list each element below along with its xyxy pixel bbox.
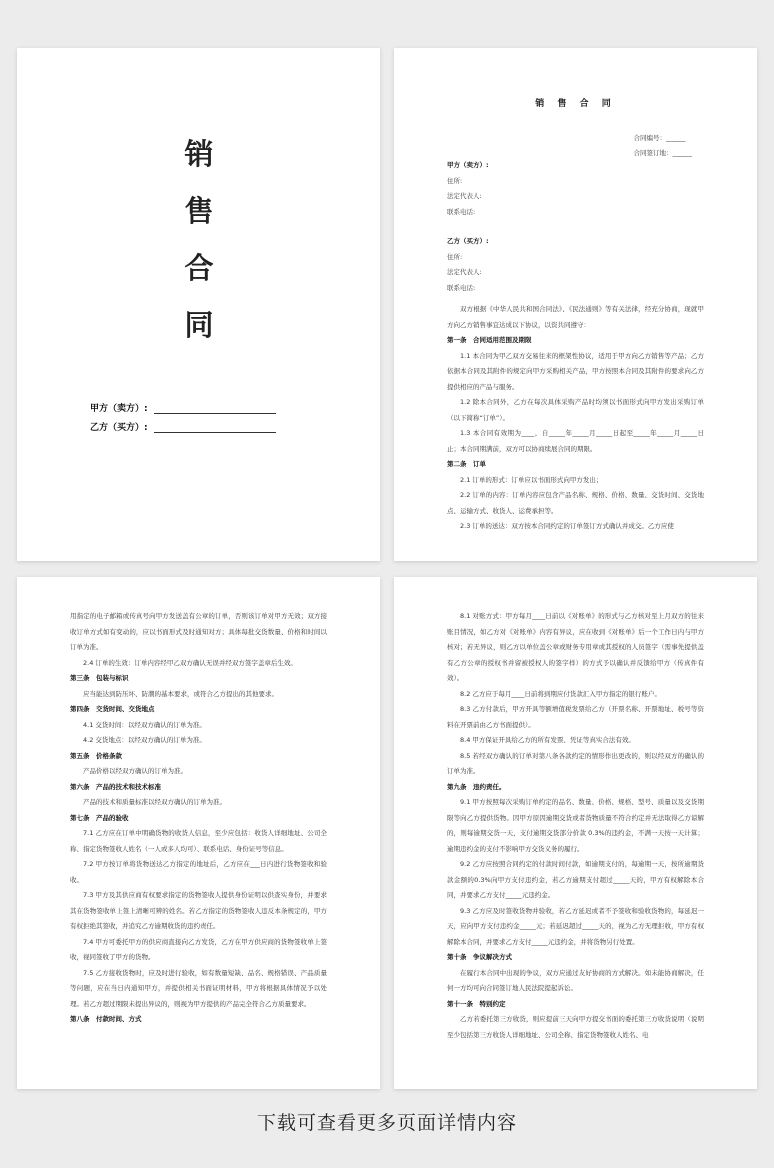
clause: 9.2 乙方应按照合同约定的付款时间付款，如逾期支付的，每逾期一天，按所逾期货款金额的0.3%向甲方支付违约金，若乙方逾期支付超过_____天的，甲方有权解除本合同，并要求乙方支付_____元违约金。 xyxy=(447,860,704,899)
article-heading: 第十条 争议解决方式 xyxy=(447,953,512,961)
clause: 2.3 订单的送达：双方按本合同约定的订单签订方式确认并成交。乙方应使 xyxy=(460,522,674,530)
contract-body xyxy=(447,302,704,535)
contract-page-3 xyxy=(394,577,757,1089)
party-a-title: 甲方（卖方）: xyxy=(447,161,489,169)
article-heading: 第三条 包装与标识 xyxy=(70,674,129,682)
party-a-rep: 法定代表人: xyxy=(447,192,482,200)
article-heading: 第四条 交货时间、交货地点 xyxy=(70,705,155,713)
article-heading: 第七条 产品的验收 xyxy=(70,813,129,822)
article-heading: 第五条 价格条款 xyxy=(70,751,122,760)
cover-title-char: 同 xyxy=(184,308,214,342)
contract-body xyxy=(447,609,704,1043)
contract-body xyxy=(70,609,327,1028)
clause: 2.4 订单的生效：订单内容经甲乙双方确认无误并经双方签字盖章后生效。 xyxy=(83,658,297,667)
clause: 8.5 若经双方确认的订单对第八条各款约定的情形作出更改的，则以经双方的确认的订单为准。 xyxy=(447,751,704,775)
article-heading: 第九条 违约责任。 xyxy=(447,782,506,791)
clause: 产品的技术和质量标准以经双方确认的订单为准。 xyxy=(83,798,226,806)
party-a-phone: 联系电话: xyxy=(447,207,476,216)
cover-page xyxy=(17,48,380,561)
clause: 8.1 对账方式：甲方每月____日前以《对账单》的形式与乙方核对至上月双方的往来账目情况，如乙方对《对账单》内容有异议，应在收到《对账单》后一个工作日内与甲方核对；若无异议，则乙方以单位盖公章或财务专用章或其授权的人员签字（需事先提供盖有乙方公章的授权书并留被授权人的签字样）的方式予以确认并反馈给甲方（传真件有效）。 xyxy=(447,612,704,682)
clause: 8.3 乙方付款后，甲方开具等额增值税发票给乙方（开票名称、开票地址、税号等资料在开票前由乙方书面提供）。 xyxy=(447,705,704,729)
article-heading: 第八条 付款时间、方式 xyxy=(70,1015,142,1023)
contract-number: 合同编号：______ xyxy=(633,134,686,142)
cover-title-char: 合 xyxy=(184,251,214,285)
party-a-block xyxy=(447,158,704,220)
party-b-field xyxy=(90,420,276,433)
clause: 7.1 乙方应在订单中明确货物的收货人信息，至少应包括：收货人详细地址、公司全称、指定货物签收人姓名（一人或多人均可）、联系电话、身份证号等信息。 xyxy=(70,829,327,853)
sign-place: 合同签订地：______ xyxy=(633,149,692,157)
article-heading: 第十一条 特别约定 xyxy=(447,999,506,1008)
clause: 7.2 甲方按订单将货物送达乙方指定的地址后，乙方应在___日内进行货物签收和验收。 xyxy=(70,860,327,884)
clause: 9.3 乙方应及时签收货物并验收，若乙方延迟或者不予签收和验收货物的，每延迟一天，应向甲方支付违约金_____元；若延迟超过_____天的，视为乙方无理拒收，甲方有权解除本合同，并要求乙方支付_____元违约金，并将货物另行处置。 xyxy=(447,906,704,946)
clause: 1.2 除本合同外，乙方在每次具体采购产品时均须以书面形式向甲方发出采购订单（以下简称“订单”）。 xyxy=(447,398,704,422)
contract-page-2 xyxy=(17,577,380,1089)
clause: 用指定的电子邮箱或传真号向甲方发送盖有公章的订单，否则该订单对甲方无效；双方接收订单方式如有变动的，应以书面形式及时通知对方；具体每批交货数量、价格和时间以订单为准。 xyxy=(70,612,327,651)
party-b-phone: 联系电话: xyxy=(447,283,476,292)
party-b-rep: 法定代表人: xyxy=(447,268,482,276)
clause: 8.4 甲方保证开具给乙方的所有发票、凭证等真实合法有效。 xyxy=(460,736,635,744)
article-heading: 第六条 产品的技术和技术标准 xyxy=(70,782,161,791)
cover-title xyxy=(179,126,219,354)
clause: 乙方若委托第三方收货，则应提前三天向甲方提交书面的委托第三方收货说明（说明至少包括第三方收货人详细地址、公司全称、指定货物签收人姓名、电 xyxy=(447,1015,704,1039)
clause: 2.2 订单的内容：订单内容应包含产品名称、规格、价格、数量、交货时间、交货地点、运输方式、收货人、运费承担等。 xyxy=(447,491,704,515)
contract-page-1 xyxy=(394,48,757,561)
clause: 8.2 乙方应于每月____日前将到期应付货款汇入甲方指定的银行账户。 xyxy=(460,689,661,698)
clause: 7.3 甲方及其供应商有权要求指定的货物签收人提供身份证明以供查实身份，并要求其在货物签收单上签上清晰可辨的姓名。若乙方指定的货物签收人违反本条规定的，甲方有权拒绝其签收，并追究乙方逾期收货的违约责任。 xyxy=(70,891,327,930)
party-b-line xyxy=(154,424,276,433)
clause: 7.4 甲方可委托甲方的供应商直接向乙方发货，乙方在甲方供应商的货物签收单上签收，视同签收了甲方的货物。 xyxy=(70,937,327,961)
clause: 1.1 本合同为甲乙双方交易往来的框架性协议，适用于甲方向乙方销售等产品；乙方依据本合同及其附件的规定向甲方采购相关产品，甲方按照本合同及其附件的要求向乙方提供相应的产品与服务。 xyxy=(447,351,704,391)
intro-paragraph: 双方根据《中华人民共和国合同法》、《民法通则》等有关法律，经充分协商，现就甲方向乙方销售事宜达成以下协议，以资共同遵守： xyxy=(447,305,704,329)
clause: 7.5 乙方接收货物时，应及时进行验收，如有数量短缺、品名、规格错误、产品质量等问题，应在当日内通知甲方，并提供相关书面证明材料，甲方将根据具体情况予以处理。若乙方超过期限未提出异议的，则视为甲方提供的产品完全符合乙方质量要求。 xyxy=(70,968,327,1008)
party-b-block xyxy=(447,234,704,296)
clause: 应当能达到防压坏、防潮的基本要求，或符合乙方提出的其他要求。 xyxy=(83,689,278,698)
clause: 2.1 订单的形式：订单应以书面形式向甲方发出； xyxy=(460,475,603,484)
clause: 4.1 交货时间：以经双方确认的订单为准。 xyxy=(83,720,206,729)
party-a-address: 住所: xyxy=(447,176,463,185)
clause: 在履行本合同中出现的争议，双方应通过友好协商的方式解决。如未能协商解决，任何一方均可向合同签订地人民法院提起诉讼。 xyxy=(447,968,704,992)
clause: 4.2 交货地点：以经双方确认的订单为准。 xyxy=(83,736,206,744)
clause: 9.1 甲方按照每次采购订单约定的品名、数量、价格、规格、型号、质量以及交货期限等向乙方提供货物。因甲方原因逾期交货或者货物质量不符合约定并无法取得乙方谅解的，则每逾期交货一天，支付逾期交货部分价款 0.3%的违约金，不满一天按一天计算；逾期违约金的支付不影响甲方交货义务的履行。 xyxy=(447,798,704,853)
clause: 1.3 本合同有效期为____，自_____年_____月_____日起至_____年_____月_____日止；本合同期满前，双方可以协商续展合同的期限。 xyxy=(447,429,704,453)
article-heading: 第二条 订单 xyxy=(447,460,486,468)
party-a-field xyxy=(90,401,276,414)
party-b-label: 乙方（买方）: xyxy=(90,423,148,433)
article-heading: 第一条 合同适用范围及期限 xyxy=(447,336,532,344)
download-notice: 下载可查看更多页面详情内容 xyxy=(256,1112,517,1134)
party-b-address: 住所: xyxy=(447,252,463,261)
contract-meta xyxy=(634,131,693,161)
clause: 产品价格以经双方确认的订单为准。 xyxy=(83,767,187,775)
page-title: 销 售 合 同 xyxy=(535,99,616,109)
party-a-line xyxy=(154,405,276,414)
party-b-title: 乙方（买方）: xyxy=(447,237,489,245)
cover-title-char: 销 xyxy=(184,137,214,171)
cover-title-char: 售 xyxy=(184,194,214,228)
party-a-label: 甲方（卖方）: xyxy=(90,404,148,414)
